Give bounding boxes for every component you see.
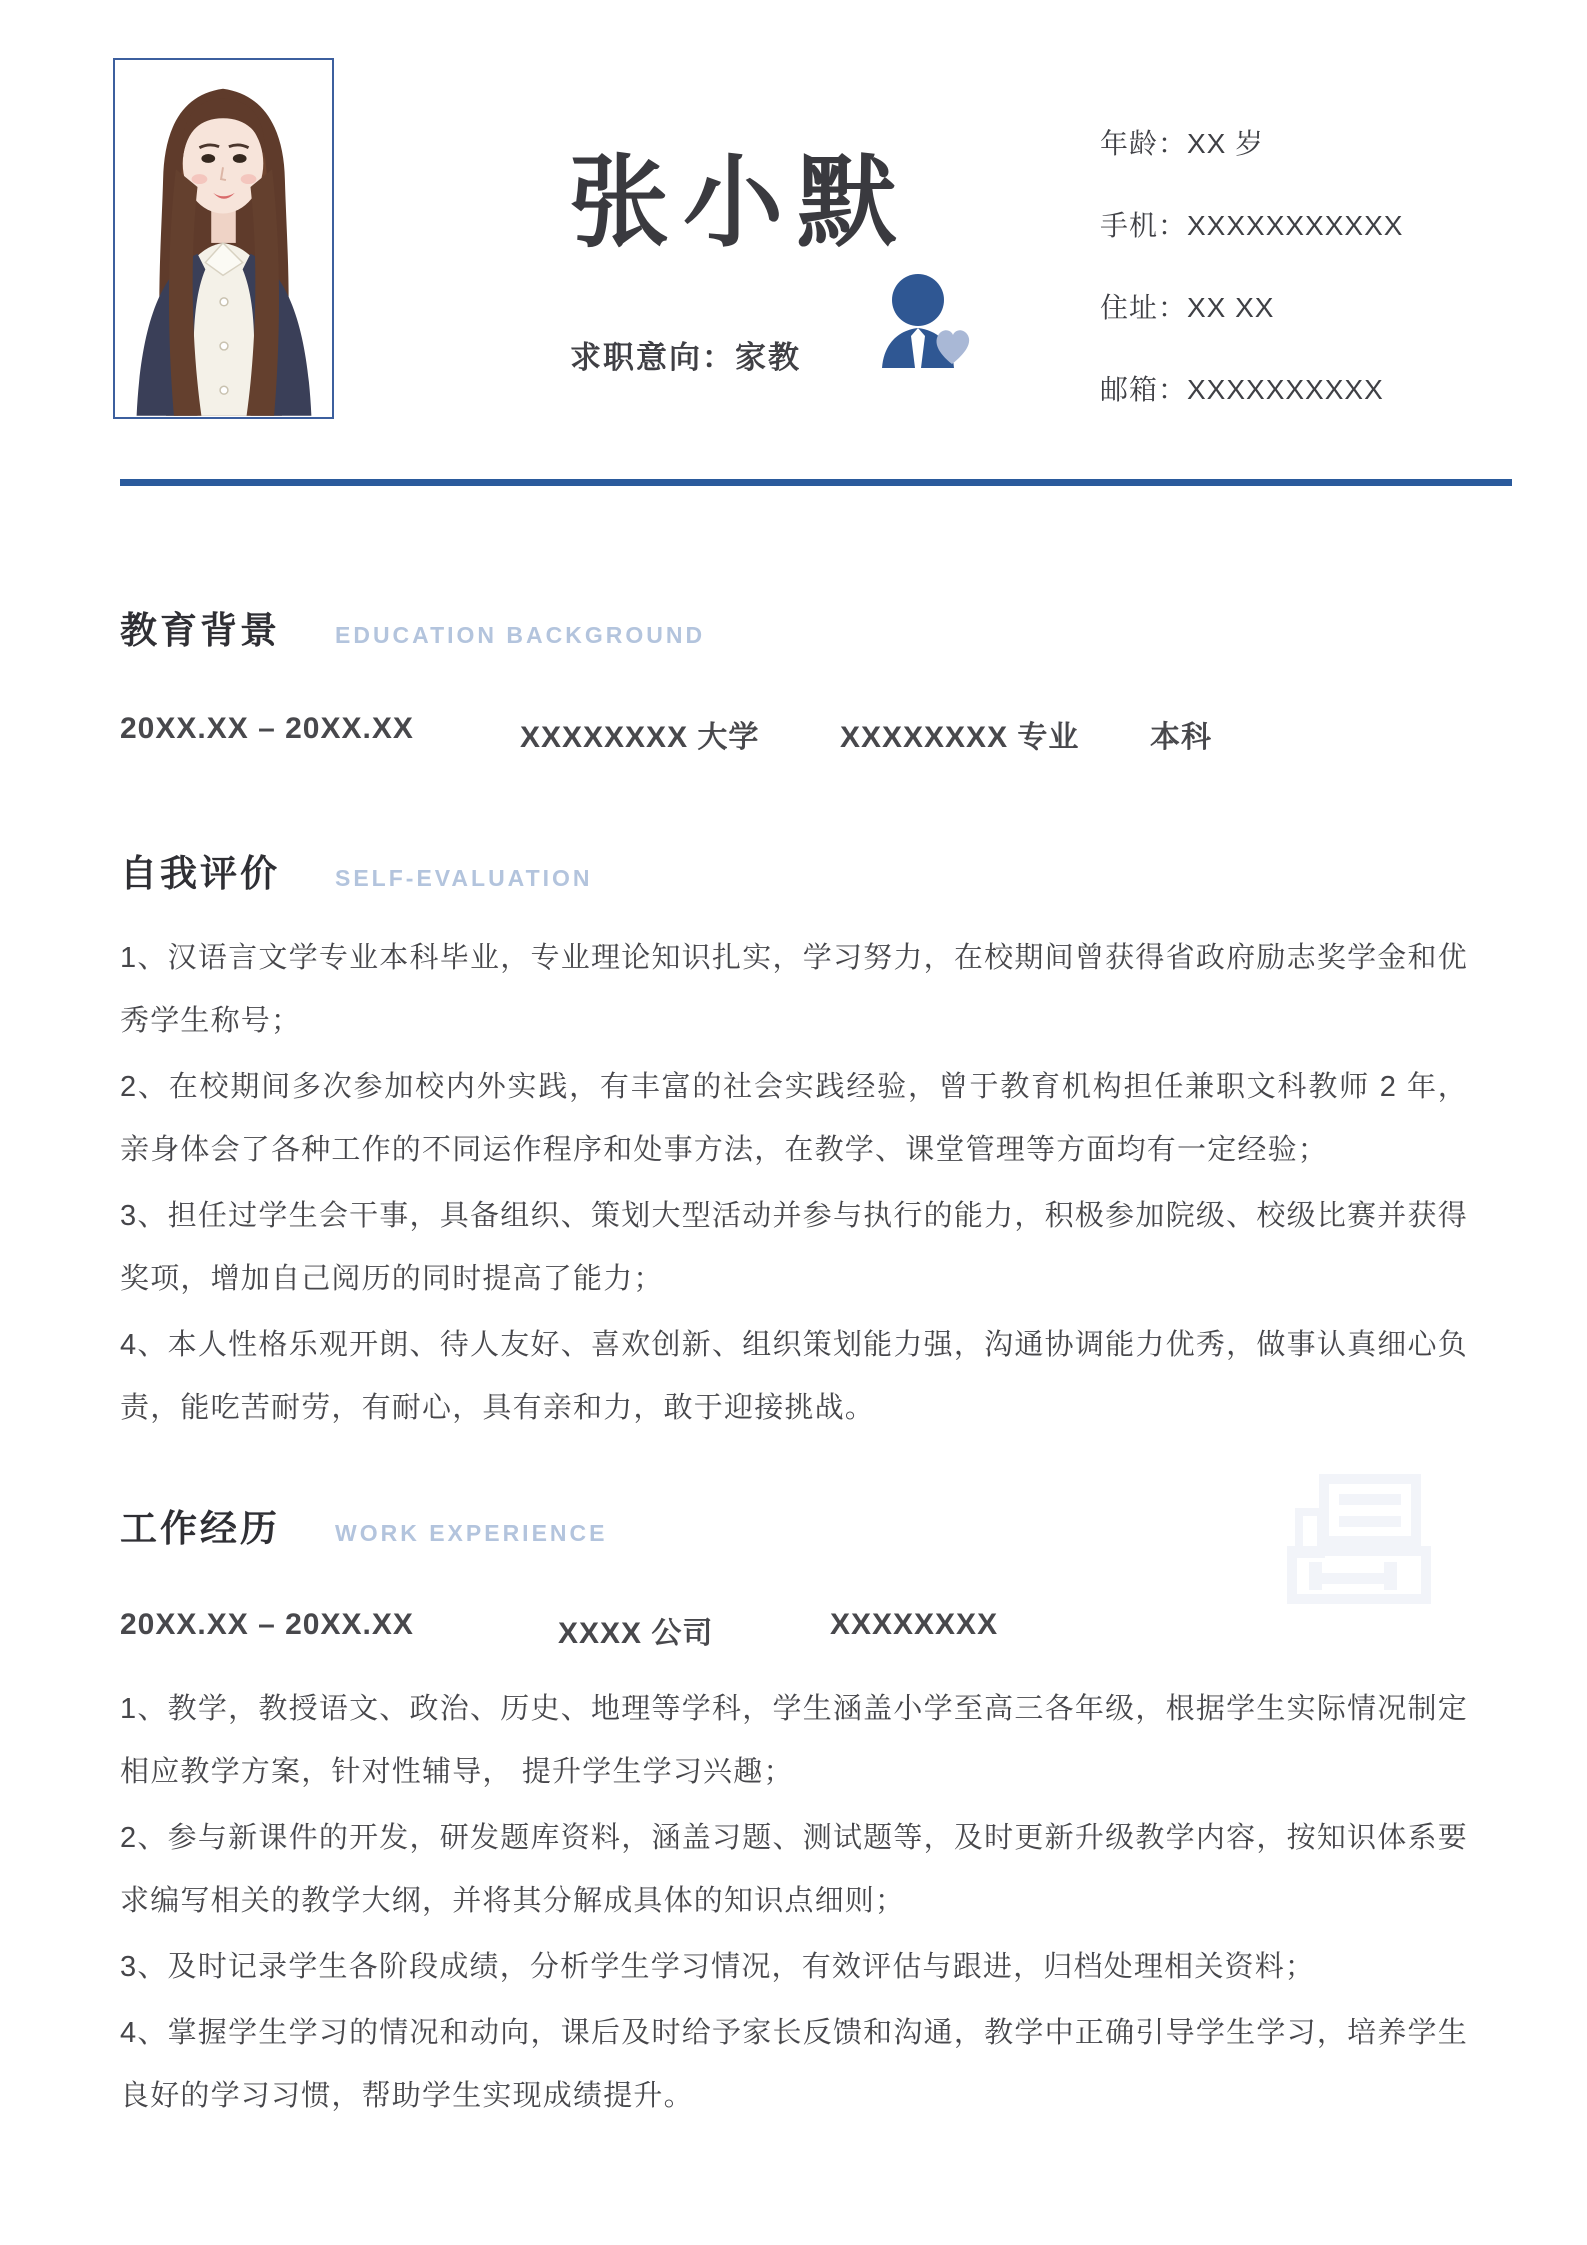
self-evaluation-paragraphs [120,927,1468,1440]
self-evaluation-item: 1、汉语言文学专业本科毕业，专业理论知识扎实，学习努力，在校期间曾获得省政府励志奖学金和优秀学生称号； [120,942,1468,1037]
education-header [120,600,1512,654]
header-divider [120,479,1512,486]
work-experience-item: 4、掌握学生学习的情况和动向，课后及时给予家长反馈和沟通，教学中正确引导学生学习，培养学生良好的学习习惯，帮助学生实现成绩提升。 [120,2017,1468,2112]
work-experience-item: 3、及时记录学生各阶段成绩，分析学生学习情况，有效评估与跟进，归档处理相关资料； [120,1951,1316,1983]
section-self-evaluation [120,843,1512,1443]
education-school: XXXXXXXX 大学 [520,721,760,754]
self-evaluation-item: 3、担任过学生会干事，具备组织、策划大型活动并参与执行的能力，积极参加院级、校级比赛并获得奖项，增加自己阅历的同时提高了能力； [120,1200,1468,1295]
portrait-illustration [115,60,332,417]
work-experience-paragraphs [120,1678,1468,2128]
contact-address: 住址：XX XX [1100,292,1275,323]
section-education [120,600,1512,752]
work-experience-subtitle: WORK EXPERIENCE [335,1520,608,1546]
education-title: 教育背景 [120,610,280,651]
job-intention: 求职意向：家教 [570,340,801,375]
education-period: 20XX.XX – 20XX.XX [120,712,414,745]
contact-info [1100,103,1520,431]
work-period: 20XX.XX – 20XX.XX [120,1608,414,1641]
self-evaluation-title: 自我评价 [120,853,280,894]
contact-age: 年龄：XX 岁 [1100,128,1265,159]
contact-email: 邮箱：XXXXXXXXXX [1100,374,1384,405]
education-subtitle: EDUCATION BACKGROUND [335,622,706,648]
self-evaluation-header [120,843,1512,897]
self-evaluation-item: 2、在校期间多次参加校内外实践，有丰富的社会实践经验，曾于教育机构担任兼职文科教师 2 年，亲身体会了各种工作的不同运作程序和处事方法，在教学、课堂管理等方面均有一定经验； [120,1071,1468,1166]
work-experience-item: 2、参与新课件的开发，研发题库资料，涵盖习题、测试题等，及时更新升级教学内容，按知识体系要求编写相关的教学大纲，并将其分解成具体的知识点细则； [120,1822,1468,1917]
section-work-experience [120,1498,1512,2131]
work-company: XXXX 公司 [558,1617,714,1650]
education-degree: 本科 [1150,721,1212,754]
work-experience-title: 工作经历 [120,1508,280,1549]
contact-phone: 手机：XXXXXXXXXXX [1100,210,1404,241]
work-position: XXXXXXXX [830,1608,999,1641]
work-experience-header [120,1498,1512,1552]
self-evaluation-item: 4、本人性格乐观开朗、待人友好、喜欢创新、组织策划能力强，沟通协调能力优秀，做事认真细心负责，能吃苦耐劳，有耐心，具有亲和力，敢于迎接挑战。 [120,1329,1468,1424]
education-row [120,712,1512,752]
candidate-name: 张小默 [569,147,911,259]
portrait-photo [113,58,334,419]
work-experience-row [120,1608,1512,1648]
education-major: XXXXXXXX 专业 [840,721,1080,754]
work-experience-item: 1、教学，教授语文、政治、历史、地理等学科，学生涵盖小学至高三各年级，根据学生实际情况制定相应教学方案，针对性辅导， 提升学生学习兴趣； [120,1693,1468,1788]
person-heart-icon [878,272,978,368]
self-evaluation-subtitle: SELF-EVALUATION [335,865,593,891]
